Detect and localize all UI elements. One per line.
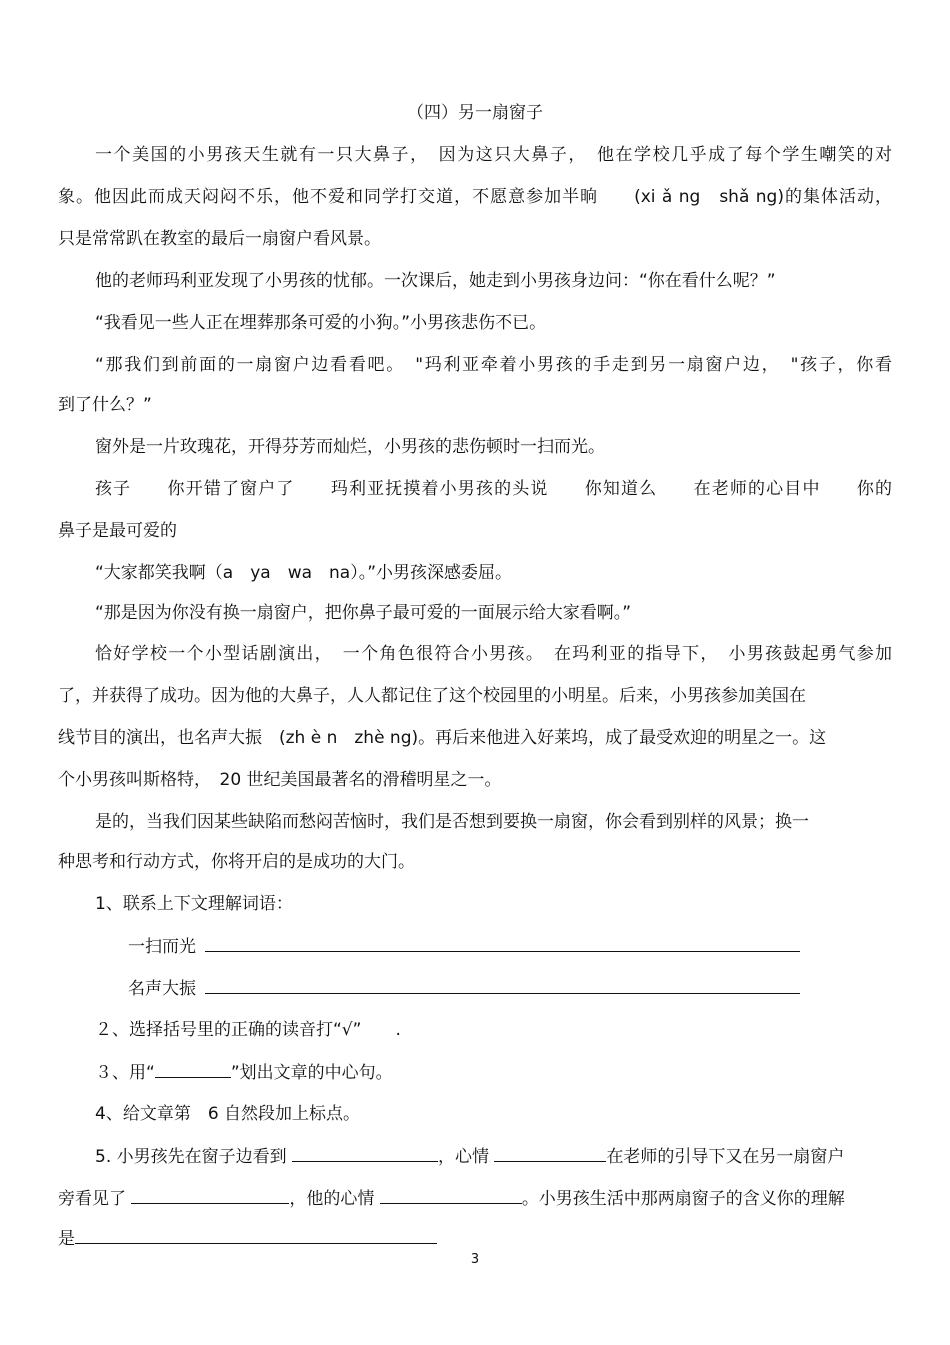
- question-3-prefix: ３、用“: [95, 1063, 155, 1083]
- page-number: 3: [470, 1252, 480, 1267]
- term-label: 名声大振: [128, 979, 196, 999]
- question-5-text: 旁看见了: [58, 1189, 126, 1209]
- article-title: （四）另一扇窗子: [407, 103, 543, 123]
- paragraph-1-line-1: 一个美国的小男孩天生就有一只大鼻子， 因为这只大鼻子， 他在学校几乎成了每个学生嘲笑的对: [95, 145, 892, 165]
- answer-blank[interactable]: [494, 1143, 606, 1162]
- answer-blank[interactable]: [292, 1143, 438, 1162]
- paragraph-10-line-1: 是的，当我们因某些缺陷而愁闷苦恼时，我们是否想到要换一扇窗，你会看到别样的风景；换一: [95, 812, 809, 832]
- paragraph-9-line-4: 个小男孩叫斯格特， 20 世纪美国最著名的滑稽明星之一。: [58, 770, 502, 790]
- paragraph-4-line-1: “那我们到前面的一扇窗户边看看吧。 "玛利亚牵着小男孩的手走到另一扇窗户边， "孩子，你看: [95, 355, 892, 375]
- paragraph-5: 窗外是一片玫瑰花，开得芬芳而灿烂，小男孩的悲伤顿时一扫而光。: [95, 437, 605, 457]
- paragraph-6-line-1: 孩子 你开错了窗户了 玛利亚抚摸着小男孩的头说 你知道么 在老师的心目中 你的: [95, 479, 892, 499]
- question-5-text: 。小男孩生活中那两扇窗子的含义你的理解: [521, 1189, 845, 1209]
- answer-blank[interactable]: [205, 975, 800, 994]
- question-1: 1、联系上下文理解词语：: [95, 894, 293, 914]
- paragraph-6-line-2: 鼻子是最可爱的: [58, 521, 177, 541]
- paragraph-1-line-3: 只是常常趴在教室的最后一扇窗户看风景。: [58, 229, 381, 249]
- question-1-item-a: [128, 933, 808, 960]
- question-5-text: 5. 小男孩先在窗子边看到: [95, 1147, 287, 1167]
- question-5-text: ，他的心情: [289, 1189, 375, 1209]
- question-5-line-2: [58, 1185, 892, 1212]
- question-5-line-3: [58, 1225, 892, 1252]
- question-2: ２、选择括号里的正确的读音打“√” .: [95, 1020, 401, 1040]
- question-4: 4、给文章第 6 自然段加上标点。: [95, 1104, 361, 1124]
- paragraph-8: “那是因为你没有换一扇窗户，把你鼻子最可爱的一面展示给大家看啊。”: [95, 603, 632, 623]
- question-3: [95, 1059, 892, 1086]
- question-5-text: 是: [58, 1229, 75, 1249]
- answer-blank[interactable]: [205, 933, 800, 952]
- paragraph-2: 他的老师玛利亚发现了小男孩的忧郁。一次课后，她走到小男孩身边问：“你在看什么呢？”: [95, 271, 776, 291]
- paragraph-10-line-2: 种思考和行动方式，你将开启的是成功的大门。: [58, 852, 415, 872]
- question-5-text: ，心情: [438, 1147, 490, 1167]
- paragraph-4-line-2: 到了什么？”: [58, 395, 152, 415]
- paragraph-3: “我看见一些人正在埋葬那条可爱的小狗。”小男孩悲伤不已。: [95, 313, 547, 333]
- question-5-text: 在老师的引导下又在另一扇窗户: [606, 1147, 845, 1167]
- paragraph-7: “大家都笑我啊（a ya wa na）。”小男孩深感委屈。: [95, 563, 513, 583]
- paragraph-9-line-1: 恰好学校一个小型话剧演出， 一个角色很符合小男孩。 在玛利亚的指导下， 小男孩鼓起勇气参加: [95, 644, 892, 664]
- question-5-line-1: [95, 1143, 892, 1170]
- answer-blank[interactable]: [131, 1185, 289, 1204]
- answer-blank[interactable]: [75, 1225, 437, 1244]
- term-label: 一扫而光: [128, 937, 196, 957]
- paragraph-1-line-2: 象。他因此而成天闷闷不乐，他不爱和同学打交道，不愿意参加半晌 (xi ǎ ng shǎ ng)的集体活动，: [58, 187, 892, 207]
- paragraph-9-line-2: 了，并获得了成功。因为他的大鼻子，人人都记住了这个校园里的小明星。后来，小男孩参加美国在: [58, 686, 806, 706]
- answer-blank[interactable]: [380, 1185, 522, 1204]
- paragraph-9-line-3: 线节目的演出，也名声大振 (zh è n zhè ng)。再后来他进入好莱坞，成了最受欢迎的明星之一。这: [58, 728, 827, 748]
- underline-sample: [155, 1059, 231, 1078]
- question-3-suffix: ”划出文章的中心句。: [230, 1063, 393, 1083]
- question-1-item-b: [128, 975, 808, 1002]
